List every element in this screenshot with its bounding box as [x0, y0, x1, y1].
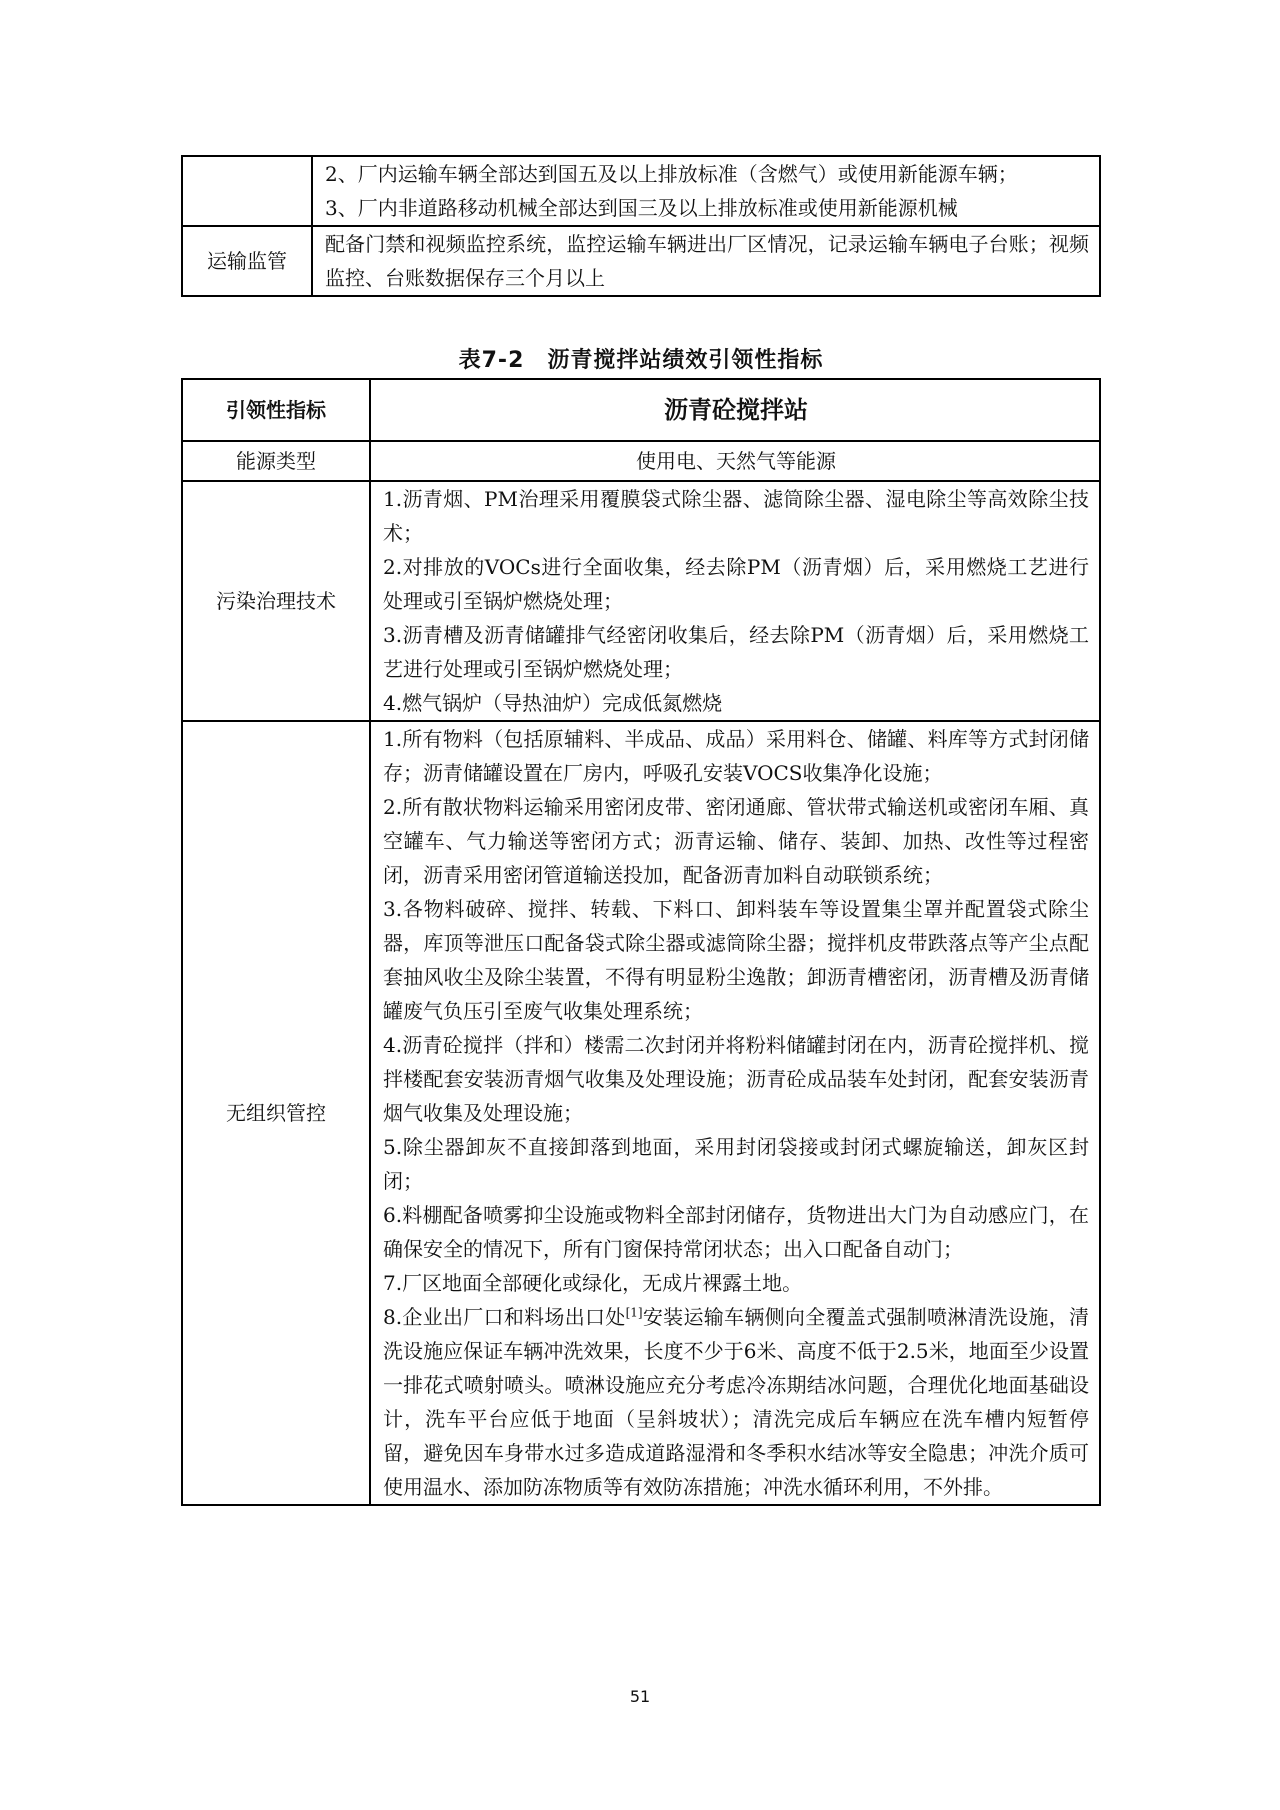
list-item: 3.各物料破碎、搅拌、转载、下料口、卸料装车等设置集尘罩并配置袋式除尘器，库顶等泄压口配备袋式除尘器或滤筒除尘器；搅拌机皮带跌落点等产尘点配套抽风收尘及除尘装置，不得有明显粉尘逸散；卸沥青槽密闭，沥青槽及沥青储罐废气负压引至废气收集处理系统；	[383, 897, 1089, 1023]
item8-text-end: 安装运输车辆侧向全覆盖式强制喷淋清洗设施，清洗设施应保证车辆冲洗效果，长度不少于6米、高度不低于2.5米，地面至少设置一排花式喷射喷头。喷淋设施应充分考虑冷冻期结冰问题，合理优化地面基础设计，洗车平台应低于地面（呈斜坡状）；清洗完成后车辆应在洗车槽内短暂停留，避免因车身带水过多造成道路湿滑和冬季积水结冰等安全隐患；冲洗介质可使用温水、添加防冻物质等有效防冻措施；冲洗水循环利用，不外排。	[383, 1305, 1089, 1499]
header-col2: 沥青砼搅拌站	[370, 379, 1100, 441]
row-line: 3、厂内非道路移动机械全部达到国三及以上排放标准或使用新能源机械	[325, 196, 958, 220]
row-label-transport: 运输监管	[182, 226, 312, 296]
list-item: 2.所有散状物料运输采用密闭皮带、密闭通廊、管状带式输送机或密闭车厢、真空罐车、气力输送等密闭方式；沥青运输、储存、装卸、加热、改性等过程密闭，沥青采用密闭管道输送投加，配备沥青加料自动联锁系统；	[383, 795, 1089, 887]
list-item: 4.燃气锅炉（导热油炉）完成低氮燃烧	[383, 691, 723, 715]
page-number: 51	[629, 1687, 651, 1706]
list-item: 5.除尘器卸灰不直接卸落到地面，采用封闭袋接或封闭式螺旋输送，卸灰区封闭；	[383, 1135, 1089, 1193]
emission-table-continued	[181, 155, 1101, 297]
header-col1: 引领性指标	[182, 379, 370, 441]
row-line: 2、厂内运输车辆全部达到国五及以上排放标准（含燃气）或使用新能源车辆；	[325, 162, 1018, 186]
list-item	[383, 1300, 1089, 1504]
table-header-row	[182, 379, 1100, 441]
table-row	[182, 721, 1100, 1505]
row-content	[312, 156, 1100, 226]
row-content	[312, 226, 1100, 296]
list-item: 7.厂区地面全部硬化或绿化，无成片裸露土地。	[383, 1271, 803, 1295]
table-row	[182, 226, 1100, 296]
list-item: 1.所有物料（包括原辅料、半成品、成品）采用料仓、储罐、料库等方式封闭储存；沥青储罐设置在厂房内，呼吸孔安装VOCS收集净化设施；	[383, 727, 1089, 785]
fugitive-content	[370, 721, 1100, 1505]
list-item: 3.沥青槽及沥青储罐排气经密闭收集后，经去除PM（沥青烟）后，采用燃烧工艺进行处理或引至锅炉燃烧处理；	[383, 623, 1089, 681]
energy-label: 能源类型	[182, 441, 370, 481]
footnote-reference[interactable]: [1]	[625, 1305, 643, 1320]
fugitive-label: 无组织管控	[182, 721, 370, 1505]
table-row	[182, 156, 1100, 226]
table-row	[182, 481, 1100, 721]
item8-text-start: 8.企业出厂口和料场出口处	[383, 1305, 626, 1329]
row-label-empty	[182, 156, 312, 226]
table-caption: 表7-2 沥青搅拌站绩效引领性指标	[458, 348, 824, 373]
list-item: 4.沥青砼搅拌（拌和）楼需二次封闭并将粉料储罐封闭在内，沥青砼搅拌机、搅拌楼配套安装沥青烟气收集及处理设施；沥青砼成品装车处封闭，配套安装沥青烟气收集及处理设施；	[383, 1033, 1089, 1125]
row-line: 配备门禁和视频监控系统，监控运输车辆进出厂区情况，记录运输车辆电子台账；视频监控、台账数据保存三个月以上	[325, 232, 1089, 290]
pollution-content	[370, 481, 1100, 721]
table-row	[182, 441, 1100, 481]
list-item: 1.沥青烟、PM治理采用覆膜袋式除尘器、滤筒除尘器、湿电除尘等高效除尘技术；	[383, 487, 1089, 545]
pollution-label: 污染治理技术	[182, 481, 370, 721]
list-item: 6.料棚配备喷雾抑尘设施或物料全部封闭储存，货物进出大门为自动感应门，在确保安全的情况下，所有门窗保持常闭状态；出入口配备自动门；	[383, 1203, 1089, 1261]
asphalt-plant-indicator-table	[181, 378, 1101, 1506]
energy-value: 使用电、天然气等能源	[370, 441, 1100, 481]
list-item: 2.对排放的VOCs进行全面收集，经去除PM（沥青烟）后，采用燃烧工艺进行处理或引至锅炉燃烧处理；	[383, 555, 1089, 613]
